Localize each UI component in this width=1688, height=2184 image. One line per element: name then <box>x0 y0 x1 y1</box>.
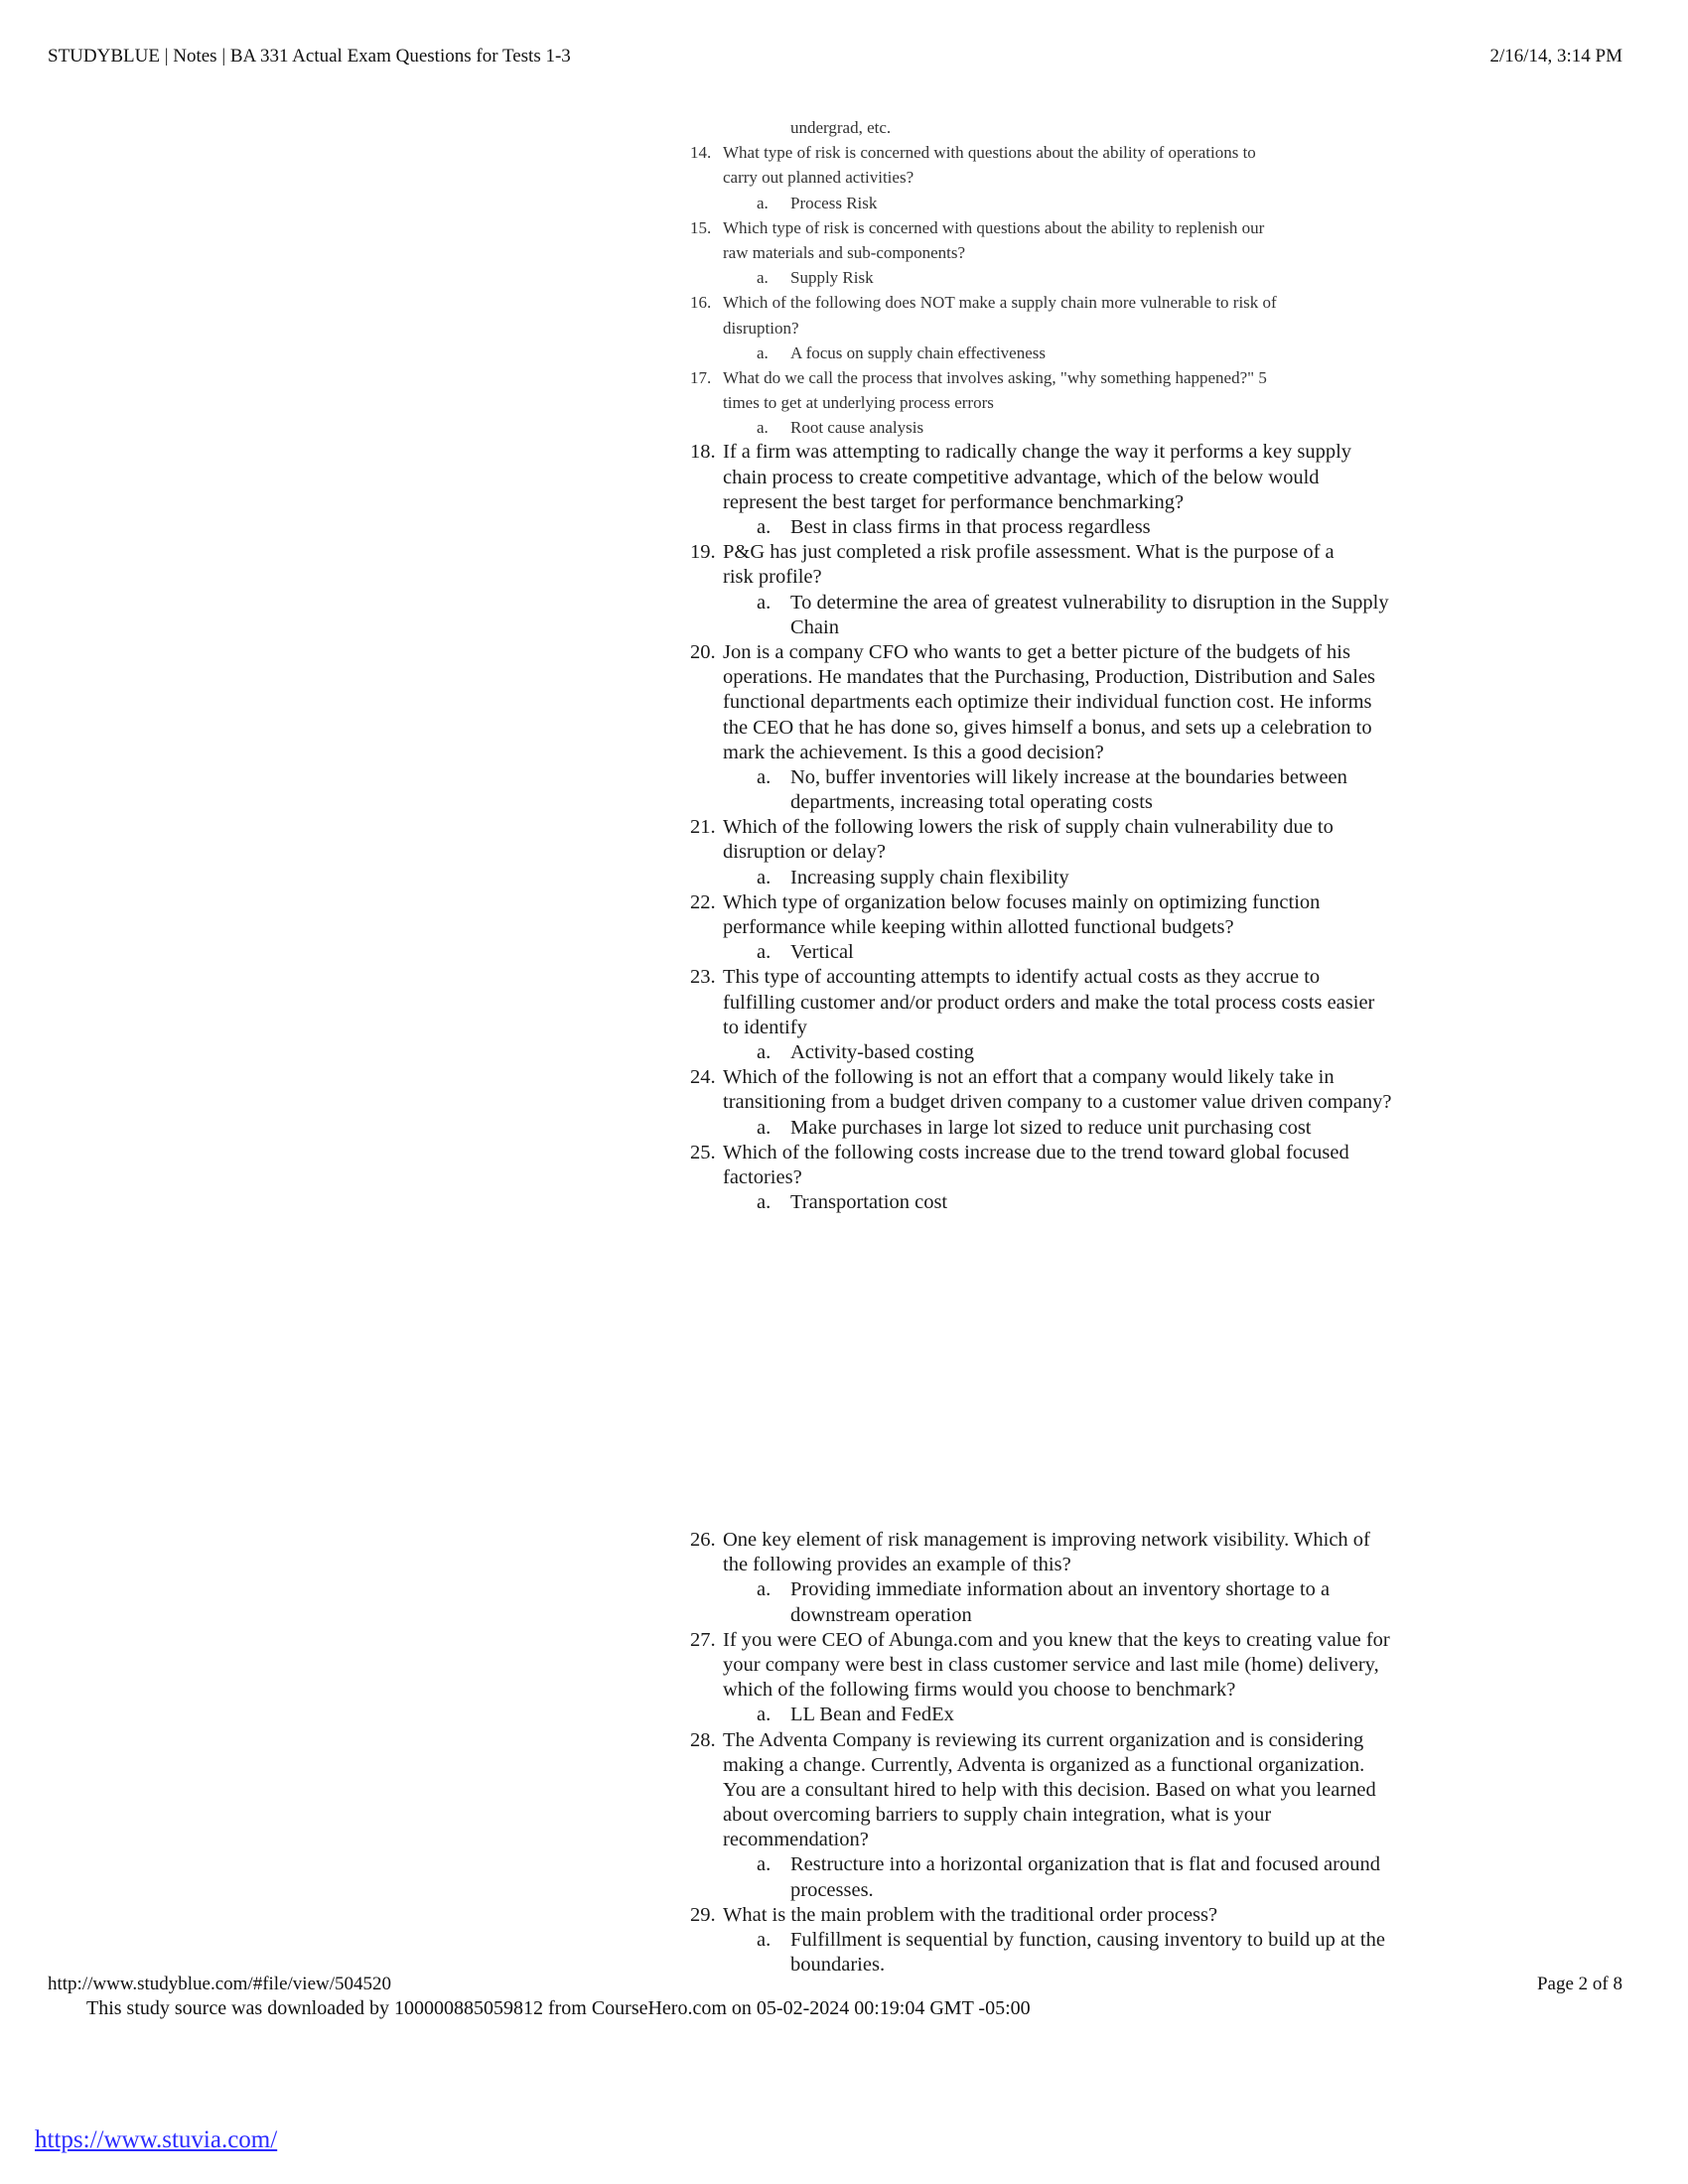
answer-line <box>690 1703 1484 1727</box>
question-item <box>690 890 1484 966</box>
answer-text: To determine the area of greatest vulnerability to disruption in the Supply <box>790 591 1389 614</box>
question-line <box>690 1553 1484 1577</box>
answer-line <box>690 1928 1484 1953</box>
question-number: 26. <box>690 1529 716 1551</box>
answer-letter: a. <box>757 765 772 788</box>
question-line <box>690 290 1484 315</box>
page-number: Page 2 of 8 <box>1536 1974 1622 1994</box>
question-line <box>690 1803 1484 1828</box>
answer-text: Increasing supply chain flexibility <box>790 866 1069 888</box>
question-text: factories? <box>723 1165 802 1188</box>
question-item <box>690 290 1484 365</box>
question-line <box>690 1728 1484 1753</box>
question-text: carry out planned activities? <box>723 168 914 188</box>
answer-text: No, buffer inventories will likely increase at the boundaries between <box>790 765 1347 788</box>
answer-letter: a. <box>757 516 772 538</box>
question-line <box>690 991 1484 1016</box>
question-line <box>690 890 1484 915</box>
question-text: Which type of organization below focuses mainly on optimizing function <box>723 890 1321 913</box>
answer-line <box>690 265 1484 290</box>
question-text: risk profile? <box>723 566 822 589</box>
question-line <box>690 1628 1484 1653</box>
answer-line <box>690 591 1484 615</box>
question-item <box>690 540 1484 640</box>
question-number: 23. <box>690 966 716 989</box>
answer-text: A focus on supply chain effectiveness <box>790 342 1046 362</box>
question-text: What type of risk is concerned with questions about the ability of operations to <box>723 143 1256 163</box>
answer-text: Fulfillment is sequential by function, causing inventory to build up at the <box>790 1929 1385 1951</box>
answer-line <box>690 415 1484 440</box>
question-text: about overcoming barriers to supply chain integration, what is your <box>723 1804 1272 1827</box>
question-line <box>690 1528 1484 1553</box>
answer-line <box>690 515 1484 540</box>
answer-letter: a. <box>757 866 772 888</box>
answer-text: Supply Risk <box>790 268 874 288</box>
answer-line <box>690 1878 1484 1903</box>
answer-text: Vertical <box>790 941 854 964</box>
question-line <box>690 165 1484 190</box>
question-number: 14. <box>690 143 712 163</box>
stuvia-link[interactable]: https://www.stuvia.com/ <box>35 2126 278 2153</box>
question-line <box>690 466 1484 490</box>
question-line <box>690 840 1484 865</box>
question-text: What is the main problem with the traditional order process? <box>723 1903 1218 1926</box>
answer-line <box>690 940 1484 965</box>
question-line <box>690 1753 1484 1778</box>
question-text: One key element of risk management is improving network visibility. Which of <box>723 1529 1370 1551</box>
question-line <box>690 1065 1484 1090</box>
question-text: If a firm was attempting to radically change the way it performs a key supply <box>723 441 1352 464</box>
answer-letter: a. <box>757 1853 772 1876</box>
question-line <box>690 741 1484 765</box>
answer-letter: a. <box>757 418 769 438</box>
question-text: to identify <box>723 1016 807 1038</box>
question-number: 25. <box>690 1141 716 1163</box>
question-number: 24. <box>690 1066 716 1089</box>
question-line <box>690 140 1484 165</box>
answer-text: Root cause analysis <box>790 418 924 438</box>
question-list-top <box>690 115 1484 1215</box>
answer-text: Restructure into a horizontal organization that is flat and focused around <box>790 1853 1380 1876</box>
answer-text: departments, increasing total operating costs <box>790 791 1153 814</box>
question-number: 19. <box>690 541 716 564</box>
answer-text: Providing immediate information about an inventory shortage to a <box>790 1578 1331 1601</box>
question-line <box>690 240 1484 265</box>
question-item <box>690 1728 1484 1903</box>
question-line <box>690 390 1484 415</box>
answer-text: Chain <box>790 615 839 638</box>
question-line <box>690 1903 1484 1928</box>
question-number: 15. <box>690 217 712 237</box>
question-text: which of the following firms would you choose to benchmark? <box>723 1679 1236 1702</box>
question-text: You are a consultant hired to help with this decision. Based on what you learned <box>723 1778 1376 1801</box>
question-list-bottom <box>690 1528 1484 1978</box>
answer-line <box>690 866 1484 890</box>
page-header-timestamp: 2/16/14, 3:14 PM <box>1489 46 1622 67</box>
question-text: The Adventa Company is reviewing its current organization and is considering <box>723 1728 1364 1751</box>
question-item <box>690 965 1484 1065</box>
question-text: fulfilling customer and/or product orders and make the total process costs easier <box>723 991 1375 1014</box>
question-number: 28. <box>690 1728 716 1751</box>
question-line <box>690 1165 1484 1190</box>
question-text: recommendation? <box>723 1829 869 1851</box>
answer-line <box>690 790 1484 815</box>
question-text: represent the best target for performance benchmarking? <box>723 490 1185 513</box>
answer-text: Best in class firms in that process regardless <box>790 516 1151 538</box>
question-text: disruption? <box>723 318 799 338</box>
question-line <box>690 365 1484 390</box>
answer-text: Transportation cost <box>790 1191 948 1214</box>
question-item <box>690 140 1484 215</box>
download-notice: This study source was downloaded by 100000885059812 from CourseHero.com on 05-02-2024 00:19:04 GMT -05:00 <box>86 1997 1031 2019</box>
question-line <box>690 665 1484 690</box>
question-line <box>690 1141 1484 1165</box>
answer-letter: a. <box>757 268 769 288</box>
question-line <box>690 815 1484 840</box>
answer-line <box>690 1116 1484 1141</box>
question-line <box>690 1653 1484 1678</box>
question-number: 17. <box>690 367 712 387</box>
answer-line <box>690 1953 1484 1978</box>
question-item <box>690 1528 1484 1628</box>
answer-letter: a. <box>757 1929 772 1951</box>
question-text: chain process to create competitive advantage, which of the below would <box>723 466 1320 488</box>
question-line <box>690 690 1484 715</box>
continuation-line <box>690 115 1484 140</box>
answer-text: Activity-based costing <box>790 1040 975 1063</box>
question-line <box>690 1678 1484 1703</box>
question-text: functional departments each optimize their individual function cost. He informs <box>723 691 1372 714</box>
answer-letter: a. <box>757 591 772 614</box>
answer-line <box>690 191 1484 215</box>
question-line <box>690 490 1484 515</box>
question-text: Which of the following is not an effort that a company would likely take in <box>723 1066 1335 1089</box>
answer-letter: a. <box>757 1040 772 1063</box>
question-number: 16. <box>690 293 712 313</box>
question-line <box>690 915 1484 940</box>
footer-url: http://www.studyblue.com/#file/view/504520 <box>48 1974 392 1994</box>
question-line <box>690 640 1484 665</box>
question-text: your company were best in class customer service and last mile (home) delivery, <box>723 1653 1379 1676</box>
question-text: Which type of risk is concerned with questions about the ability to replenish our <box>723 217 1265 237</box>
question-text: Which of the following does NOT make a supply chain more vulnerable to risk of <box>723 293 1277 313</box>
answer-text: Make purchases in large lot sized to reduce unit purchasing cost <box>790 1116 1312 1139</box>
question-line <box>690 540 1484 565</box>
question-text: times to get at underlying process errors <box>723 393 994 413</box>
question-line <box>690 716 1484 741</box>
answer-letter: a. <box>757 1191 772 1214</box>
question-number: 18. <box>690 441 716 464</box>
question-line <box>690 1016 1484 1040</box>
question-item <box>690 440 1484 540</box>
question-number: 20. <box>690 640 716 663</box>
answer-line <box>690 765 1484 790</box>
question-line <box>690 440 1484 465</box>
answer-text: LL Bean and FedEx <box>790 1704 954 1726</box>
answer-line <box>690 1190 1484 1215</box>
question-text: What do we call the process that involves asking, "why something happened?" 5 <box>723 367 1267 387</box>
answer-letter: a. <box>757 342 769 362</box>
question-text: performance while keeping within allotted functional budgets? <box>723 916 1234 938</box>
question-number: 27. <box>690 1628 716 1651</box>
answer-text: boundaries. <box>790 1954 886 1977</box>
question-text: making a change. Currently, Adventa is organized as a functional organization. <box>723 1753 1365 1776</box>
answer-line <box>690 1852 1484 1877</box>
question-number: 21. <box>690 816 716 839</box>
question-text: Which of the following costs increase due to the trend toward global focused <box>723 1141 1349 1163</box>
question-text: If you were CEO of Abunga.com and you knew that the keys to creating value for <box>723 1628 1390 1651</box>
answer-text: Process Risk <box>790 193 878 212</box>
question-text: raw materials and sub-components? <box>723 242 966 262</box>
answer-line <box>690 1603 1484 1628</box>
question-text: mark the achievement. Is this a good decision? <box>723 741 1104 763</box>
question-text: transitioning from a budget driven company to a customer value driven company? <box>723 1091 1392 1114</box>
question-text: P&G has just completed a risk profile assessment. What is the purpose of a <box>723 541 1335 564</box>
question-item <box>690 365 1484 441</box>
question-line <box>690 1828 1484 1852</box>
answer-letter: a. <box>757 1116 772 1139</box>
answer-text: undergrad, etc. <box>790 118 892 137</box>
question-item <box>690 1628 1484 1728</box>
answer-line <box>690 1577 1484 1602</box>
question-text: This type of accounting attempts to identify actual costs as they accrue to <box>723 966 1321 989</box>
question-text: the CEO that he has done so, gives himself a bonus, and sets up a celebration to <box>723 716 1372 739</box>
question-item <box>690 1141 1484 1216</box>
question-text: Which of the following lowers the risk of supply chain vulnerability due to <box>723 816 1334 839</box>
question-item <box>690 640 1484 815</box>
question-item <box>690 815 1484 890</box>
answer-line <box>690 1040 1484 1065</box>
question-text: operations. He mandates that the Purchasing, Production, Distribution and Sales <box>723 666 1376 689</box>
question-line <box>690 316 1484 341</box>
question-line <box>690 1090 1484 1115</box>
question-item <box>690 1903 1484 1979</box>
question-line <box>690 965 1484 990</box>
answer-letter: a. <box>757 1578 772 1601</box>
question-line <box>690 215 1484 240</box>
answer-letter: a. <box>757 1704 772 1726</box>
answer-text: processes. <box>790 1878 874 1901</box>
answer-letter: a. <box>757 193 769 212</box>
question-text: disruption or delay? <box>723 841 886 864</box>
question-line <box>690 1778 1484 1803</box>
page-header-title: STUDYBLUE | Notes | BA 331 Actual Exam Questions for Tests 1-3 <box>48 46 571 67</box>
question-text: Jon is a company CFO who wants to get a better picture of the budgets of his <box>723 640 1350 663</box>
question-item <box>690 215 1484 291</box>
answer-text: downstream operation <box>790 1603 972 1626</box>
answer-letter: a. <box>757 941 772 964</box>
question-text: the following provides an example of this? <box>723 1554 1071 1576</box>
question-item <box>690 1065 1484 1141</box>
answer-line <box>690 615 1484 640</box>
answer-line <box>690 341 1484 365</box>
question-number: 29. <box>690 1903 716 1926</box>
question-line <box>690 565 1484 590</box>
question-number: 22. <box>690 890 716 913</box>
